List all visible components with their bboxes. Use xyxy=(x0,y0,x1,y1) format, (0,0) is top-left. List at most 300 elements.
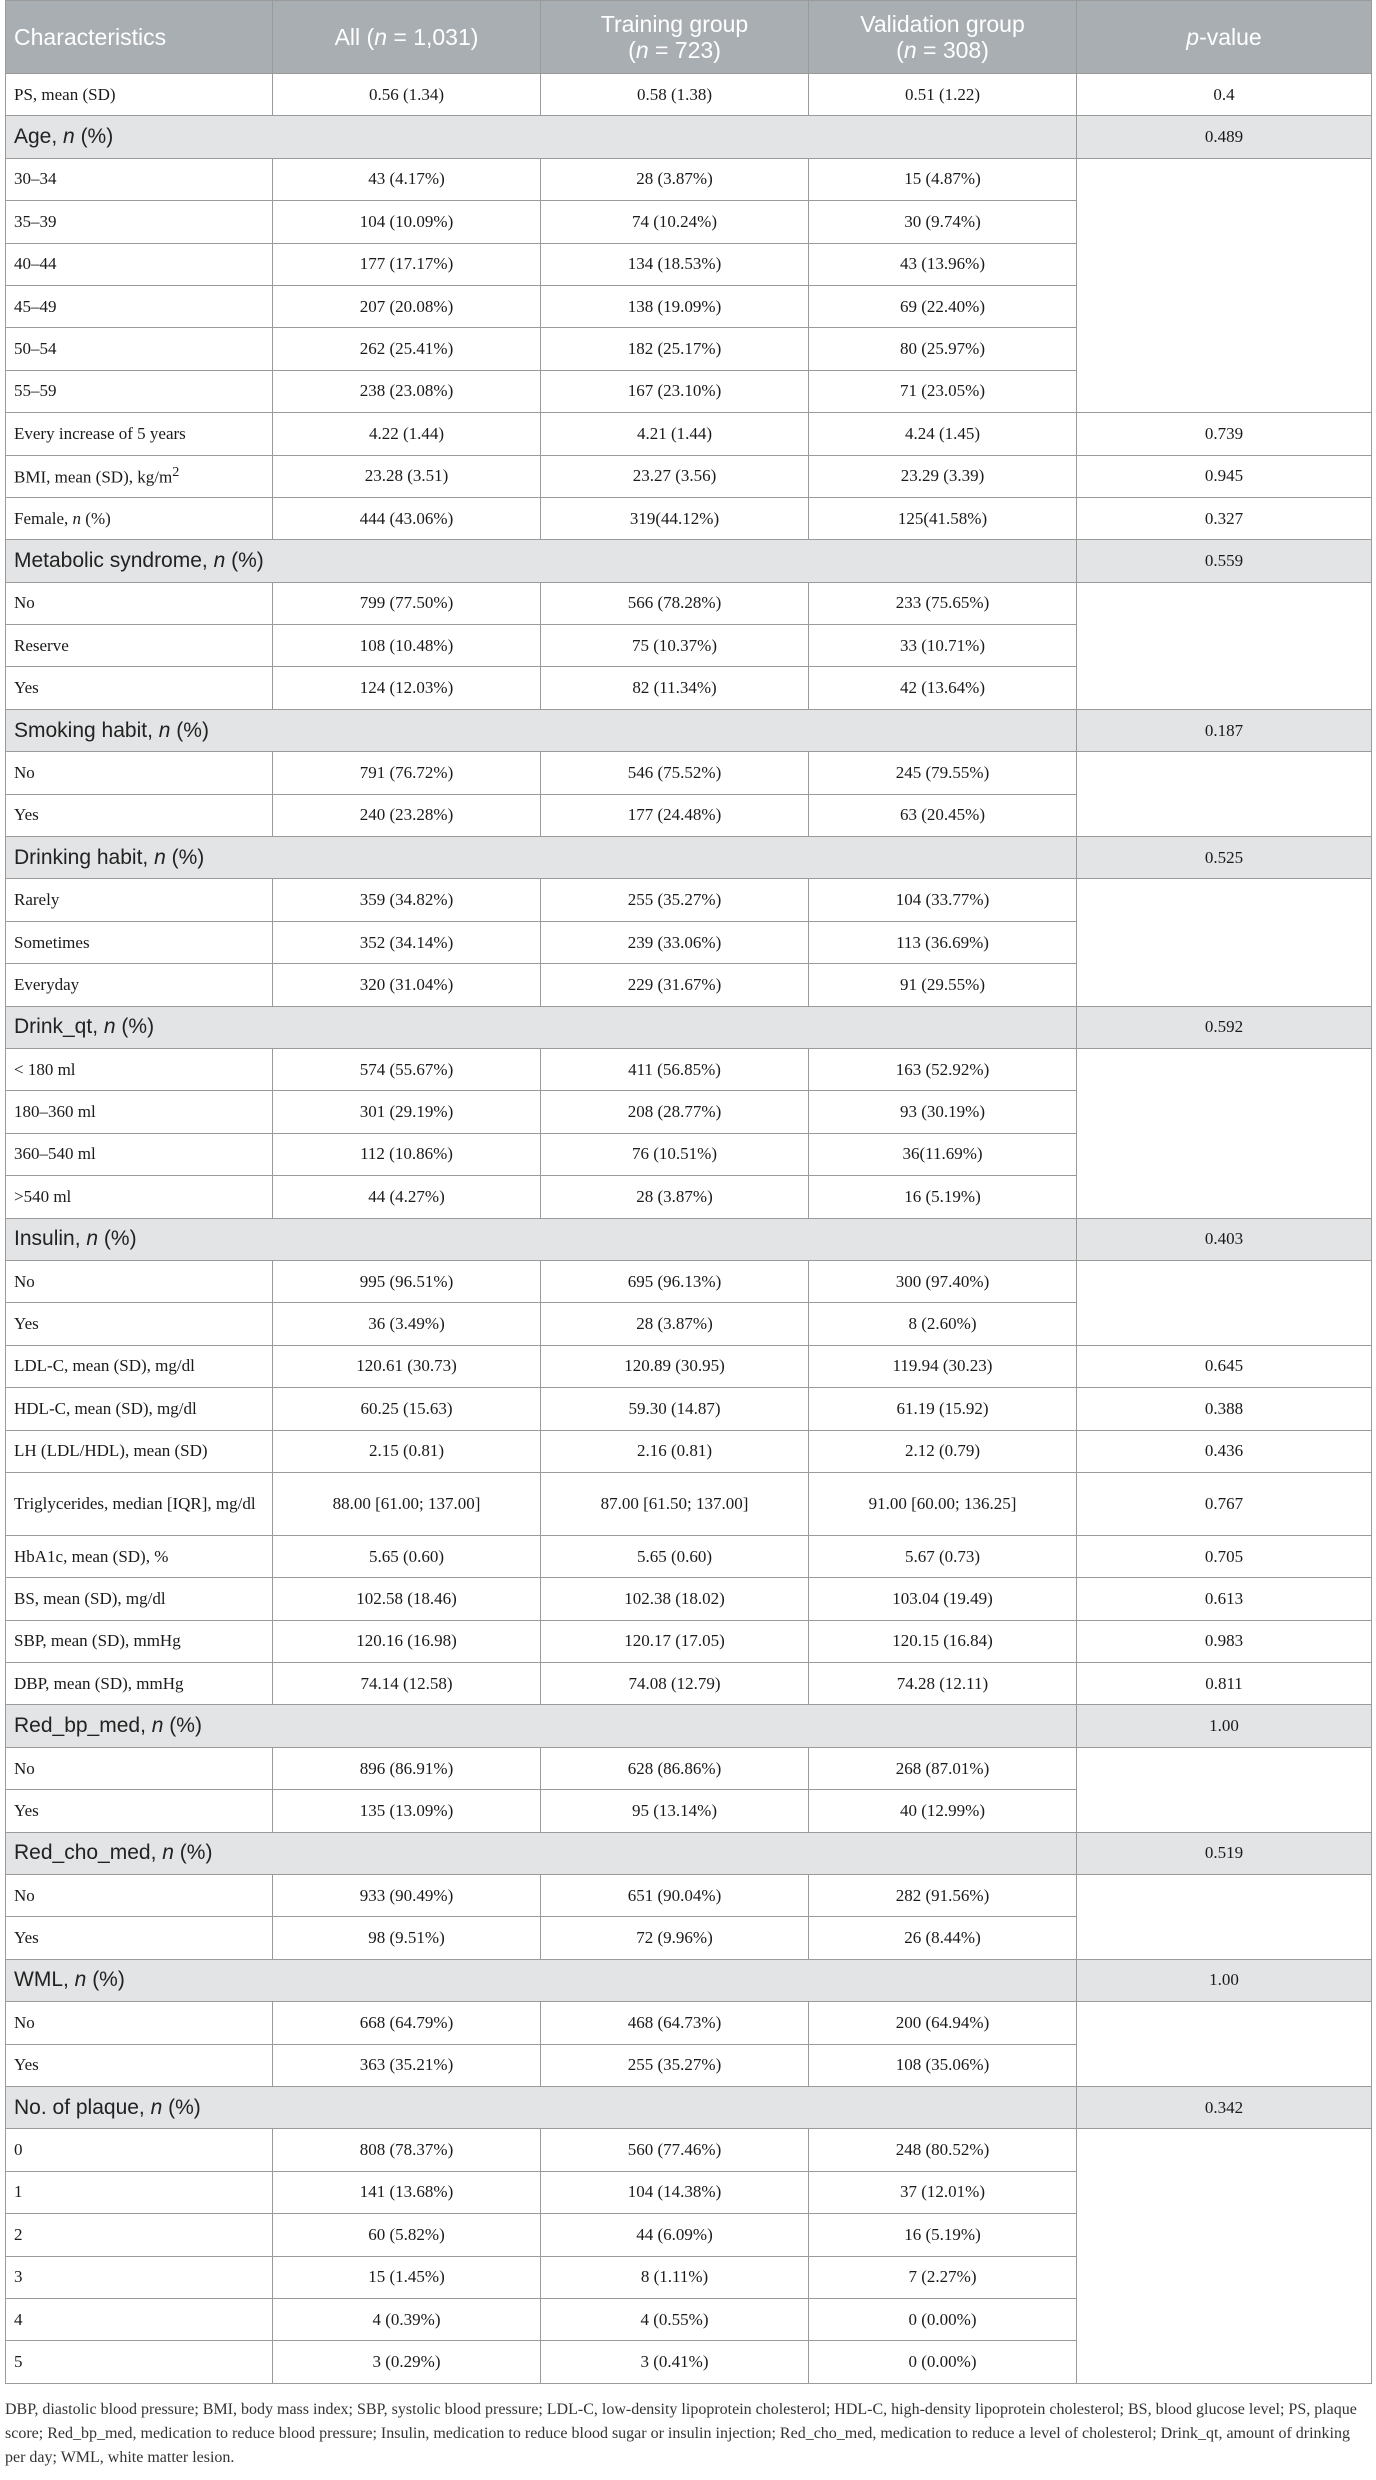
cell-all: 4 (0.39%) xyxy=(273,2298,541,2340)
label-text: Rarely xyxy=(14,890,60,910)
label-text: WML, xyxy=(14,1968,75,1992)
label-text: Yes xyxy=(14,1314,39,1334)
cell-training: 0.58 (1.38) xyxy=(541,74,809,116)
cell-p-value: 0.613 xyxy=(1077,1578,1372,1620)
row-label xyxy=(6,413,273,455)
cell-validation: 7 (2.27%) xyxy=(809,2256,1077,2298)
cell-all: 108 (10.48%) xyxy=(273,625,541,667)
label-italic: n xyxy=(162,1841,174,1865)
cell-training: 2.16 (0.81) xyxy=(541,1430,809,1472)
cell-training: 95 (13.14%) xyxy=(541,1790,809,1832)
label-italic: n xyxy=(63,125,75,149)
cell-all: 799 (77.50%) xyxy=(273,582,541,624)
row-label xyxy=(6,2171,273,2213)
label-text: DBP, mean (SD), mmHg xyxy=(14,1673,184,1693)
label-italic: n xyxy=(74,1968,87,1992)
cell-training: 3 (0.41%) xyxy=(541,2341,809,2383)
table-row xyxy=(6,455,1372,497)
table-row xyxy=(6,497,1372,539)
label-text: Age, xyxy=(14,125,64,149)
label-text: >540 ml xyxy=(14,1186,72,1206)
cell-training: 28 (3.87%) xyxy=(541,158,809,200)
cell-all: 2.15 (0.81) xyxy=(273,1430,541,1472)
label-text: 55–59 xyxy=(14,381,57,401)
cell-training: 82 (11.34%) xyxy=(541,667,809,709)
section-label xyxy=(6,709,1077,751)
header-all: All (n = 1,031) xyxy=(273,1,541,74)
cell-training: 23.27 (3.56) xyxy=(541,455,809,497)
label-text: 3 xyxy=(14,2267,23,2287)
cell-all: 88.00 [61.00; 137.00] xyxy=(273,1472,541,1535)
cell-training: 255 (35.27%) xyxy=(541,2044,809,2086)
cell-p-value: 0.983 xyxy=(1077,1620,1372,1662)
label-superscript: 2 xyxy=(172,464,180,481)
cell-training: 104 (14.38%) xyxy=(541,2171,809,2213)
subcategory-row xyxy=(6,1875,1372,1917)
table-row xyxy=(6,1388,1372,1430)
subcategory-row xyxy=(6,158,1372,200)
row-label xyxy=(6,1388,273,1430)
cell-all: 43 (4.17%) xyxy=(273,158,541,200)
row-label xyxy=(6,328,273,370)
section-label xyxy=(6,116,1077,158)
label-text: BMI, mean (SD), kg/m xyxy=(14,468,173,488)
cell-training: 74 (10.24%) xyxy=(541,201,809,243)
label-text: 45–49 xyxy=(14,296,57,316)
cell-validation: 15 (4.87%) xyxy=(809,158,1077,200)
row-label xyxy=(6,1535,273,1577)
label-italic: n xyxy=(72,508,82,528)
cell-p-value: 0.739 xyxy=(1077,413,1372,455)
cell-all: 352 (34.14%) xyxy=(273,921,541,963)
cell-validation: 8 (2.60%) xyxy=(809,1303,1077,1345)
cell-p-value: 0.388 xyxy=(1077,1388,1372,1430)
cell-all: 135 (13.09%) xyxy=(273,1790,541,1832)
cell-validation: 2.12 (0.79) xyxy=(809,1430,1077,1472)
cell-training: 4.21 (1.44) xyxy=(541,413,809,455)
label-text: No xyxy=(14,1758,35,1778)
row-label xyxy=(6,285,273,327)
row-label xyxy=(6,667,273,709)
row-label xyxy=(6,879,273,921)
cell-training: 138 (19.09%) xyxy=(541,285,809,327)
cell-validation: 42 (13.64%) xyxy=(809,667,1077,709)
cell-all: 15 (1.45%) xyxy=(273,2256,541,2298)
cell-validation: 26 (8.44%) xyxy=(809,1917,1077,1959)
cell-all: 262 (25.41%) xyxy=(273,328,541,370)
cell-validation: 63 (20.45%) xyxy=(809,794,1077,836)
label-suffix: (%) xyxy=(163,1714,202,1738)
label-italic: n xyxy=(150,2095,163,2119)
label-text: HbA1c, mean (SD), % xyxy=(14,1546,169,1566)
cell-p-value: 0.767 xyxy=(1077,1472,1372,1535)
cell-validation: 233 (75.65%) xyxy=(809,582,1077,624)
label-text: LH (LDL/HDL), mean (SD) xyxy=(14,1441,208,1461)
cell-training: 75 (10.37%) xyxy=(541,625,809,667)
cell-training: 134 (18.53%) xyxy=(541,243,809,285)
cell-training: 59.30 (14.87) xyxy=(541,1388,809,1430)
label-suffix: (%) xyxy=(98,1227,137,1251)
cell-all: 207 (20.08%) xyxy=(273,285,541,327)
cell-validation: 103.04 (19.49) xyxy=(809,1578,1077,1620)
label-text: Red_cho_med, xyxy=(14,1841,163,1865)
cell-validation: 5.67 (0.73) xyxy=(809,1535,1077,1577)
row-label xyxy=(6,2129,273,2171)
cell-p-value: 0.327 xyxy=(1077,497,1372,539)
cell-training: 255 (35.27%) xyxy=(541,879,809,921)
cell-all: 104 (10.09%) xyxy=(273,201,541,243)
cell-all: 124 (12.03%) xyxy=(273,667,541,709)
table-row xyxy=(6,1535,1372,1577)
cell-p-value-empty xyxy=(1077,2002,1372,2087)
label-italic: n xyxy=(86,1227,99,1251)
section-row xyxy=(6,1218,1372,1260)
table-row xyxy=(6,1430,1372,1472)
cell-p-value: 0.645 xyxy=(1077,1345,1372,1387)
cell-all: 808 (78.37%) xyxy=(273,2129,541,2171)
cell-all: 120.61 (30.73) xyxy=(273,1345,541,1387)
label-text: 5 xyxy=(14,2352,23,2371)
section-row xyxy=(6,1959,1372,2001)
cell-p-value-empty xyxy=(1077,582,1372,709)
cell-validation: 125(41.58%) xyxy=(809,497,1077,539)
label-suffix: (%) xyxy=(81,508,111,528)
section-p-value: 1.00 xyxy=(1077,1705,1372,1747)
cell-validation: 119.94 (30.23) xyxy=(809,1345,1077,1387)
cell-validation: 23.29 (3.39) xyxy=(809,455,1077,497)
section-p-value: 0.403 xyxy=(1077,1218,1372,1260)
table-row xyxy=(6,74,1372,116)
cell-training: 28 (3.87%) xyxy=(541,1176,809,1218)
row-label xyxy=(6,1303,273,1345)
section-label xyxy=(6,1832,1077,1874)
section-row xyxy=(6,540,1372,582)
row-label xyxy=(6,625,273,667)
label-text: BS, mean (SD), mg/dl xyxy=(14,1588,166,1608)
subcategory-row xyxy=(6,1747,1372,1789)
cell-validation: 248 (80.52%) xyxy=(809,2129,1077,2171)
cell-all: 359 (34.82%) xyxy=(273,879,541,921)
table-row xyxy=(6,1663,1372,1705)
cell-validation: 245 (79.55%) xyxy=(809,752,1077,794)
cell-all: 933 (90.49%) xyxy=(273,1875,541,1917)
cell-p-value-empty xyxy=(1077,879,1372,1006)
cell-training: 8 (1.11%) xyxy=(541,2256,809,2298)
cell-validation: 43 (13.96%) xyxy=(809,243,1077,285)
label-suffix: (%) xyxy=(162,2095,201,2119)
header-characteristics: Characteristics xyxy=(6,1,273,74)
section-row xyxy=(6,709,1372,751)
cell-all: 98 (9.51%) xyxy=(273,1917,541,1959)
label-text: No xyxy=(14,762,35,782)
cell-training: 229 (31.67%) xyxy=(541,964,809,1006)
label-text: Yes xyxy=(14,2055,39,2075)
section-row xyxy=(6,1705,1372,1747)
subcategory-row xyxy=(6,2129,1372,2171)
label-text: 180–360 ml xyxy=(14,1102,96,1122)
section-row xyxy=(6,1832,1372,1874)
cell-p-value: 0.436 xyxy=(1077,1430,1372,1472)
subcategory-row xyxy=(6,582,1372,624)
cell-p-value: 0.705 xyxy=(1077,1535,1372,1577)
row-label xyxy=(6,1260,273,1302)
cell-all: 320 (31.04%) xyxy=(273,964,541,1006)
cell-p-value-empty xyxy=(1077,1260,1372,1345)
label-text: < 180 ml xyxy=(14,1059,76,1079)
cell-all: 23.28 (3.51) xyxy=(273,455,541,497)
label-text: Female, xyxy=(14,508,73,528)
row-label xyxy=(6,582,273,624)
cell-training: 76 (10.51%) xyxy=(541,1133,809,1175)
row-label xyxy=(6,2298,273,2340)
label-text: No xyxy=(14,1885,35,1905)
label-text: 35–39 xyxy=(14,211,57,231)
section-p-value: 0.489 xyxy=(1077,116,1372,158)
cell-p-value-empty xyxy=(1077,1875,1372,1960)
cell-all: 141 (13.68%) xyxy=(273,2171,541,2213)
label-text: No. of plaque, xyxy=(14,2095,151,2119)
cell-p-value-empty xyxy=(1077,158,1372,412)
cell-all: 668 (64.79%) xyxy=(273,2002,541,2044)
label-text: LDL-C, mean (SD), mg/dl xyxy=(14,1356,195,1376)
section-p-value: 0.342 xyxy=(1077,2086,1372,2128)
label-text: No xyxy=(14,593,35,613)
cell-all: 240 (23.28%) xyxy=(273,794,541,836)
cell-all: 363 (35.21%) xyxy=(273,2044,541,2086)
label-suffix: (%) xyxy=(74,125,114,149)
subcategory-row xyxy=(6,1260,1372,1302)
row-label xyxy=(6,455,273,497)
cell-p-value-empty xyxy=(1077,1048,1372,1218)
label-text: 4 xyxy=(14,2309,23,2329)
label-text: SBP, mean (SD), mmHg xyxy=(14,1631,181,1651)
label-text: Yes xyxy=(14,1800,39,1820)
label-text: Reserve xyxy=(14,635,69,655)
cell-all: 60 (5.82%) xyxy=(273,2214,541,2256)
row-label xyxy=(6,74,273,116)
cell-training: 177 (24.48%) xyxy=(541,794,809,836)
section-label xyxy=(6,837,1077,879)
row-label xyxy=(6,201,273,243)
cell-all: 995 (96.51%) xyxy=(273,1260,541,1302)
header-training: Training group (n = 723) xyxy=(541,1,809,74)
section-label xyxy=(6,1218,1077,1260)
cell-all: 301 (29.19%) xyxy=(273,1091,541,1133)
label-text: 50–54 xyxy=(14,339,57,359)
cell-all: 3 (0.29%) xyxy=(273,2341,541,2383)
label-text: Drink_qt, xyxy=(14,1015,104,1039)
section-row xyxy=(6,837,1372,879)
label-text: Yes xyxy=(14,805,39,825)
cell-p-value-empty xyxy=(1077,752,1372,837)
row-label xyxy=(6,1790,273,1832)
label-text: Insulin, xyxy=(14,1227,87,1251)
cell-training: 182 (25.17%) xyxy=(541,328,809,370)
cell-validation: 36(11.69%) xyxy=(809,1133,1077,1175)
label-text: 0 xyxy=(14,2140,23,2160)
cell-p-value-empty xyxy=(1077,2129,1372,2383)
row-label xyxy=(6,1345,273,1387)
cell-validation: 282 (91.56%) xyxy=(809,1875,1077,1917)
cell-training: 167 (23.10%) xyxy=(541,370,809,412)
label-text: No xyxy=(14,1271,35,1291)
row-label xyxy=(6,1430,273,1472)
subcategory-row xyxy=(6,1048,1372,1090)
cell-all: 238 (23.08%) xyxy=(273,370,541,412)
cell-all: 444 (43.06%) xyxy=(273,497,541,539)
cell-all: 120.16 (16.98) xyxy=(273,1620,541,1662)
cell-all: 102.58 (18.46) xyxy=(273,1578,541,1620)
table-footnote: DBP, diastolic blood pressure; BMI, body mass index; SBP, systolic blood pressure; LDL-C, low-density lipoprotein cholesterol; HDL-C, high-density lipoprotein cholesterol; BS, blood glucose level; PS, plaque score; Red_bp_med, medication to reduce blood pressure; Insulin, medication to reduce blood sugar or insulin injection; Red_cho_med, medication to reduce a level of cholesterol; Drink_qt, amount of drinking per day; WML, white matter lesion. xyxy=(5,2401,1357,2466)
cell-validation: 300 (97.40%) xyxy=(809,1260,1077,1302)
header-p-value: p-value xyxy=(1077,1,1372,74)
cell-training: 546 (75.52%) xyxy=(541,752,809,794)
label-italic: n xyxy=(154,845,166,869)
cell-validation: 108 (35.06%) xyxy=(809,2044,1077,2086)
section-p-value: 0.187 xyxy=(1077,709,1372,751)
row-label xyxy=(6,752,273,794)
section-row xyxy=(6,1006,1372,1048)
cell-training: 695 (96.13%) xyxy=(541,1260,809,1302)
cell-all: 44 (4.27%) xyxy=(273,1176,541,1218)
cell-p-value: 0.4 xyxy=(1077,74,1372,116)
cell-validation: 268 (87.01%) xyxy=(809,1747,1077,1789)
cell-training: 120.17 (17.05) xyxy=(541,1620,809,1662)
cell-training: 87.00 [61.50; 137.00] xyxy=(541,1472,809,1535)
cell-all: 5.65 (0.60) xyxy=(273,1535,541,1577)
row-label xyxy=(6,1091,273,1133)
label-suffix: (%) xyxy=(173,1841,213,1865)
cell-training: 566 (78.28%) xyxy=(541,582,809,624)
section-label xyxy=(6,1959,1077,2001)
cell-p-value: 0.945 xyxy=(1077,455,1372,497)
table-row xyxy=(6,413,1372,455)
cell-validation: 30 (9.74%) xyxy=(809,201,1077,243)
row-label xyxy=(6,243,273,285)
cell-training: 102.38 (18.02) xyxy=(541,1578,809,1620)
cell-validation: 4.24 (1.45) xyxy=(809,413,1077,455)
cell-all: 791 (76.72%) xyxy=(273,752,541,794)
cell-validation: 33 (10.71%) xyxy=(809,625,1077,667)
label-text: Every increase of 5 years xyxy=(14,423,186,443)
label-text: PS, mean (SD) xyxy=(14,84,116,104)
cell-p-value-empty xyxy=(1077,1747,1372,1832)
label-text: Metabolic syndrome, xyxy=(14,548,214,572)
cell-all: 574 (55.67%) xyxy=(273,1048,541,1090)
section-label xyxy=(6,1705,1077,1747)
cell-training: 628 (86.86%) xyxy=(541,1747,809,1789)
label-text: 2 xyxy=(14,2224,23,2244)
cell-validation: 91 (29.55%) xyxy=(809,964,1077,1006)
table-row xyxy=(6,1620,1372,1662)
label-text: Drinking habit, xyxy=(14,845,155,869)
cell-all: 74.14 (12.58) xyxy=(273,1663,541,1705)
cell-validation: 16 (5.19%) xyxy=(809,1176,1077,1218)
label-text: No xyxy=(14,2012,35,2032)
cell-training: 319(44.12%) xyxy=(541,497,809,539)
cell-training: 5.65 (0.60) xyxy=(541,1535,809,1577)
cell-all: 896 (86.91%) xyxy=(273,1747,541,1789)
header-validation: Validation group (n = 308) xyxy=(809,1,1077,74)
row-label xyxy=(6,497,273,539)
row-label xyxy=(6,1472,273,1535)
cell-validation: 163 (52.92%) xyxy=(809,1048,1077,1090)
label-italic: n xyxy=(213,548,226,572)
table-row xyxy=(6,1472,1372,1535)
subcategory-row xyxy=(6,2002,1372,2044)
cell-training: 560 (77.46%) xyxy=(541,2129,809,2171)
table-body xyxy=(6,74,1372,2384)
label-suffix: (%) xyxy=(225,548,264,572)
cell-training: 468 (64.73%) xyxy=(541,2002,809,2044)
cell-all: 60.25 (15.63) xyxy=(273,1388,541,1430)
cell-training: 72 (9.96%) xyxy=(541,1917,809,1959)
label-text: Everyday xyxy=(14,974,80,994)
section-row xyxy=(6,2086,1372,2128)
section-p-value: 0.559 xyxy=(1077,540,1372,582)
section-row xyxy=(6,116,1372,158)
label-text: Yes xyxy=(14,1928,39,1948)
section-p-value: 0.519 xyxy=(1077,1832,1372,1874)
cell-validation: 104 (33.77%) xyxy=(809,879,1077,921)
section-p-value: 0.592 xyxy=(1077,1006,1372,1048)
subcategory-row xyxy=(6,752,1372,794)
section-label xyxy=(6,2086,1077,2128)
cell-training: 239 (33.06%) xyxy=(541,921,809,963)
cell-training: 74.08 (12.79) xyxy=(541,1663,809,1705)
row-label xyxy=(6,1620,273,1662)
label-text: 30–34 xyxy=(14,169,57,189)
row-label xyxy=(6,2214,273,2256)
label-suffix: (%) xyxy=(115,1015,155,1039)
characteristics-table xyxy=(5,0,1372,2384)
row-label xyxy=(6,2044,273,2086)
cell-validation: 113 (36.69%) xyxy=(809,921,1077,963)
row-label xyxy=(6,2256,273,2298)
cell-training: 28 (3.87%) xyxy=(541,1303,809,1345)
cell-validation: 69 (22.40%) xyxy=(809,285,1077,327)
label-text: 360–540 ml xyxy=(14,1144,96,1164)
label-text: Red_bp_med, xyxy=(14,1714,152,1738)
label-italic: n xyxy=(158,718,171,742)
cell-all: 0.56 (1.34) xyxy=(273,74,541,116)
cell-validation: 61.19 (15.92) xyxy=(809,1388,1077,1430)
cell-validation: 0.51 (1.22) xyxy=(809,74,1077,116)
row-label xyxy=(6,1917,273,1959)
cell-training: 208 (28.77%) xyxy=(541,1091,809,1133)
row-label xyxy=(6,1875,273,1917)
cell-training: 4 (0.55%) xyxy=(541,2298,809,2340)
cell-validation: 0 (0.00%) xyxy=(809,2298,1077,2340)
section-label xyxy=(6,1006,1077,1048)
label-text: HDL-C, mean (SD), mg/dl xyxy=(14,1398,197,1418)
cell-all: 112 (10.86%) xyxy=(273,1133,541,1175)
table-row xyxy=(6,1578,1372,1620)
row-label xyxy=(6,2341,273,2383)
cell-validation: 80 (25.97%) xyxy=(809,328,1077,370)
row-label xyxy=(6,1663,273,1705)
cell-validation: 93 (30.19%) xyxy=(809,1091,1077,1133)
cell-validation: 91.00 [60.00; 136.25] xyxy=(809,1472,1077,1535)
table-row xyxy=(6,1345,1372,1387)
cell-all: 177 (17.17%) xyxy=(273,243,541,285)
subcategory-row xyxy=(6,879,1372,921)
label-text: Triglycerides, median [IQR], mg/dl xyxy=(14,1493,256,1513)
row-label xyxy=(6,921,273,963)
row-label xyxy=(6,370,273,412)
row-label xyxy=(6,2002,273,2044)
cell-p-value: 0.811 xyxy=(1077,1663,1372,1705)
